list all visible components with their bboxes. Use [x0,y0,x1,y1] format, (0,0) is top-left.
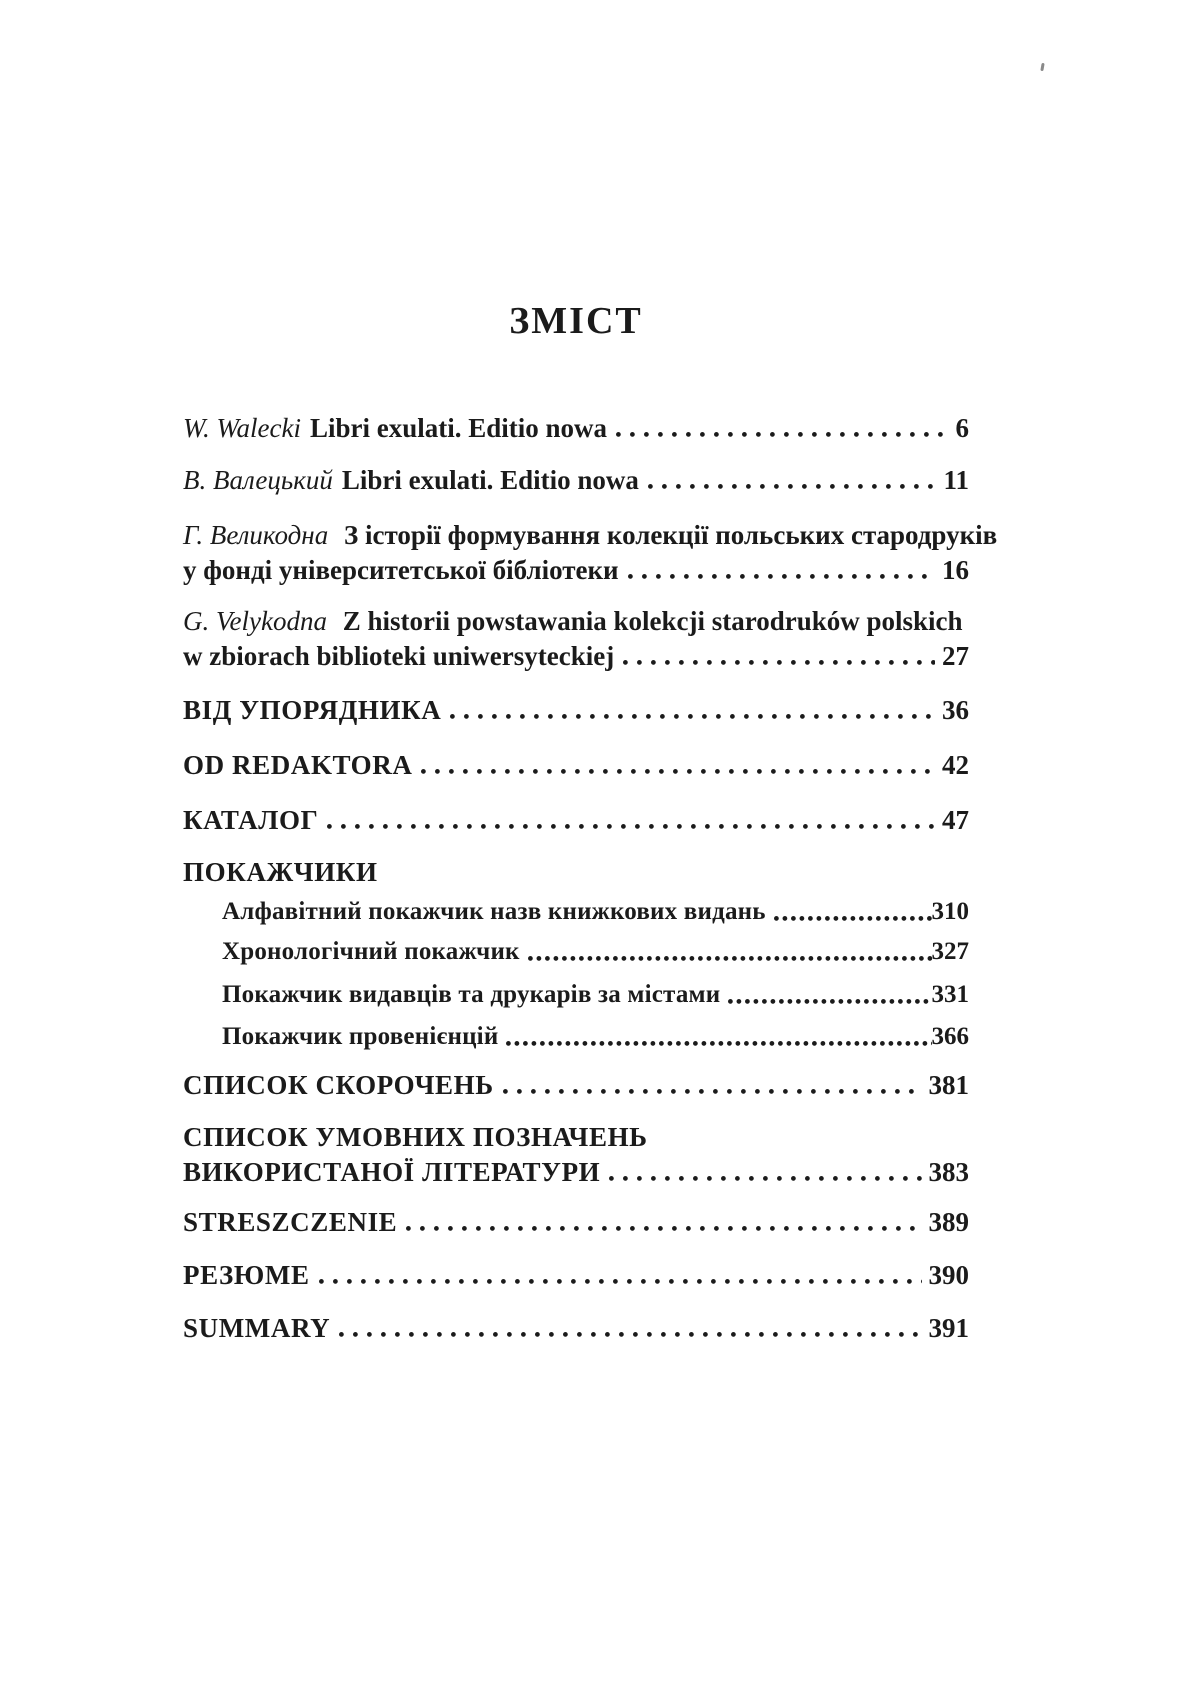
page-number: 327 [931,938,969,965]
toc-entry [183,747,969,783]
page-number: 381 [928,1070,969,1100]
entry-title: З історії формування колекції польських стародруків [343,520,998,550]
toc-subentry [183,935,969,969]
entry-title: Libri exulati. Editio nowa [341,465,639,495]
section-heading-continued: ВИКОРИСТАНОЇ ЛІТЕРАТУРИ [183,1157,601,1187]
page-number: 389 [928,1207,969,1237]
page-number: 16 [942,555,969,585]
toc-content [183,0,998,1346]
dot-leader [623,660,935,665]
entry-title: Libri exulati. Editio nowa [309,413,608,443]
section-heading: OD REDAKTORA [183,750,413,780]
dot-leader [421,769,935,774]
dot-leader [774,916,932,921]
section-heading: ВІД УПОРЯДНИКА [183,695,442,725]
entry-title-continued: w zbiorach biblioteki uniwersyteckiej [183,641,615,671]
page-number: 27 [942,641,969,671]
toc-subentry [183,978,969,1012]
page-title: ЗМІСТ [509,300,643,342]
section-heading: ПОКАЖЧИКИ [183,857,378,887]
entry-line-2 [183,553,969,588]
toc-entry [183,692,969,728]
section-heading: КАТАЛОГ [183,805,319,835]
toc-entry [183,1120,969,1190]
page-number: 391 [928,1313,969,1343]
entry-author: W. Walecki [183,413,301,443]
entry-author: Г. Великодна [183,520,329,550]
page-number: 6 [955,413,969,443]
entry-author: В. Валецький [183,465,333,495]
toc-entry [183,518,998,588]
entry-line-1 [183,604,969,639]
page-number: 11 [943,465,969,495]
dot-leader [728,999,931,1004]
toc-entry [183,1310,969,1346]
toc-entry [183,410,969,446]
toc-entry [183,1067,969,1103]
dot-leader [450,714,935,719]
dot-leader [506,1041,931,1046]
subentry-label: Покажчик провенієнцій [222,1023,499,1050]
entry-line-2 [183,639,969,674]
dot-leader [406,1226,921,1231]
toc-subentry [183,895,969,929]
toc-entry [183,604,969,674]
page-number: 42 [942,750,969,780]
entry-line-1 [183,1120,969,1155]
dot-leader [503,1089,922,1094]
page-number: 366 [931,1023,969,1050]
subentry-label: Покажчик видавців та друкарів за містами [222,981,721,1008]
entry-title: Z historii powstawania kolekcji starodruków polskich [342,606,963,636]
section-heading: STRESZCZENIE [183,1207,398,1237]
dot-leader [327,824,935,829]
subentry-label: Хронологічний покажчик [222,938,520,965]
toc-entry [183,462,969,498]
toc-entry [183,1204,969,1240]
toc-entry [183,1257,969,1293]
toc-entry [183,854,969,890]
page-number: 47 [942,805,969,835]
page-number: 310 [931,898,969,925]
dot-leader [319,1279,922,1284]
section-heading: СПИСОК УМОВНИХ ПОЗНАЧЕНЬ [183,1122,648,1152]
dot-leader [628,574,935,579]
dot-leader [616,432,948,437]
section-heading: СПИСОК СКОРОЧЕНЬ [183,1070,494,1100]
toc-entry [183,802,969,838]
page-number: 383 [928,1157,969,1187]
dot-leader [609,1176,921,1181]
section-heading: РЕЗЮМЕ [183,1260,310,1290]
section-heading: SUMMARY [183,1313,331,1343]
entry-title-continued: у фонді університетської бібліотеки [183,555,619,585]
dot-leader [339,1332,921,1337]
entry-author: G. Velykodna [183,606,327,636]
dot-leader [528,956,932,961]
entry-line-1 [183,518,998,553]
scan-artifact-speck [1040,63,1044,71]
page-number: 36 [942,695,969,725]
entry-line-2 [183,1155,969,1190]
dot-leader [648,484,937,489]
page-number: 331 [931,981,969,1008]
subentry-label: Алфавітний покажчик назв книжкових видань [222,898,766,925]
toc-subentry [183,1020,969,1054]
page-number: 390 [928,1260,969,1290]
